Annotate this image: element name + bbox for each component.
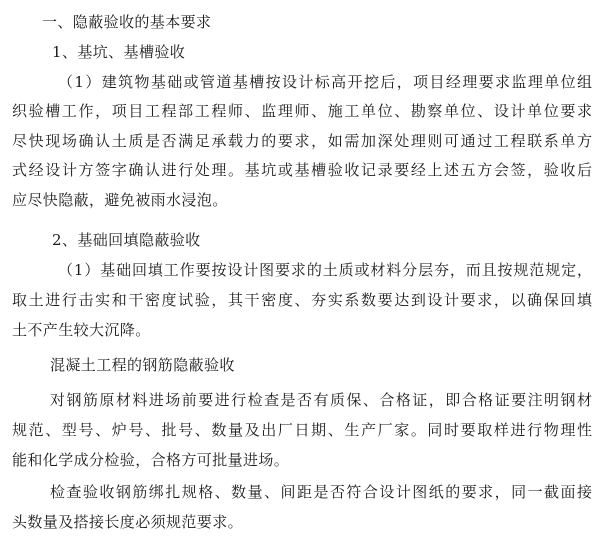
- sub-heading-rebar: 混凝土工程的钢筋隐蔽验收: [50, 356, 235, 374]
- paragraph-backfill-line-2: 取土进行击实和干密度试验，其干密度、夯实系数要达到设计要求，以确保回填: [12, 291, 592, 309]
- paragraph-rebar-line-2: 规范、型号、炉号、批号、数量及出厂日期、生产厂家。同时要取样进行物理性: [12, 421, 592, 439]
- paragraph-pit-line-4: 式经设计方签字确认进行处理。基坑或基槽验收记录要经上述五方会签，验收后: [12, 161, 592, 179]
- sub-heading-pit-trench: 1、基坑、基槽验收: [52, 43, 186, 61]
- paragraph-backfill-line-1: （1）基础回填工作要按设计图要求的土质或材料分层夯，而且按规范规定，: [58, 261, 592, 279]
- paragraph-rebar-line-3: 能和化学成分检验，合格方可批量进场。: [12, 451, 290, 469]
- paragraph-backfill-line-3: 土不产生较大沉降。: [12, 321, 151, 339]
- sub-heading-backfill: 2、基础回填隐蔽验收: [52, 231, 201, 249]
- paragraph-binding-line-1: 检查验收钢筋绑扎规格、数量、间距是否符合设计图纸的要求，同一截面接: [50, 483, 592, 501]
- paragraph-pit-line-1: （1）建筑物基础或管道基槽按设计标高开挖后，项目经理要求监理单位组: [58, 73, 592, 91]
- section-heading: 一、隐蔽验收的基本要求: [42, 13, 212, 31]
- paragraph-pit-line-2: 织验槽工作，项目工程部工程师、监理师、施工单位、勘察单位、设计单位要求: [12, 102, 592, 120]
- paragraph-pit-line-3: 尽快现场确认土质是否满足承载力的要求，如需加深处理则可通过工程联系单方: [12, 132, 592, 150]
- paragraph-rebar-line-1: 对钢筋原材料进场前要进行检查是否有质保、合格证，即合格证要注明钢材: [50, 391, 592, 409]
- paragraph-binding-line-2: 头数量及搭接长度必须规范要求。: [12, 513, 244, 531]
- paragraph-pit-line-5: 应尽快隐蔽，避免被雨水浸泡。: [12, 191, 228, 209]
